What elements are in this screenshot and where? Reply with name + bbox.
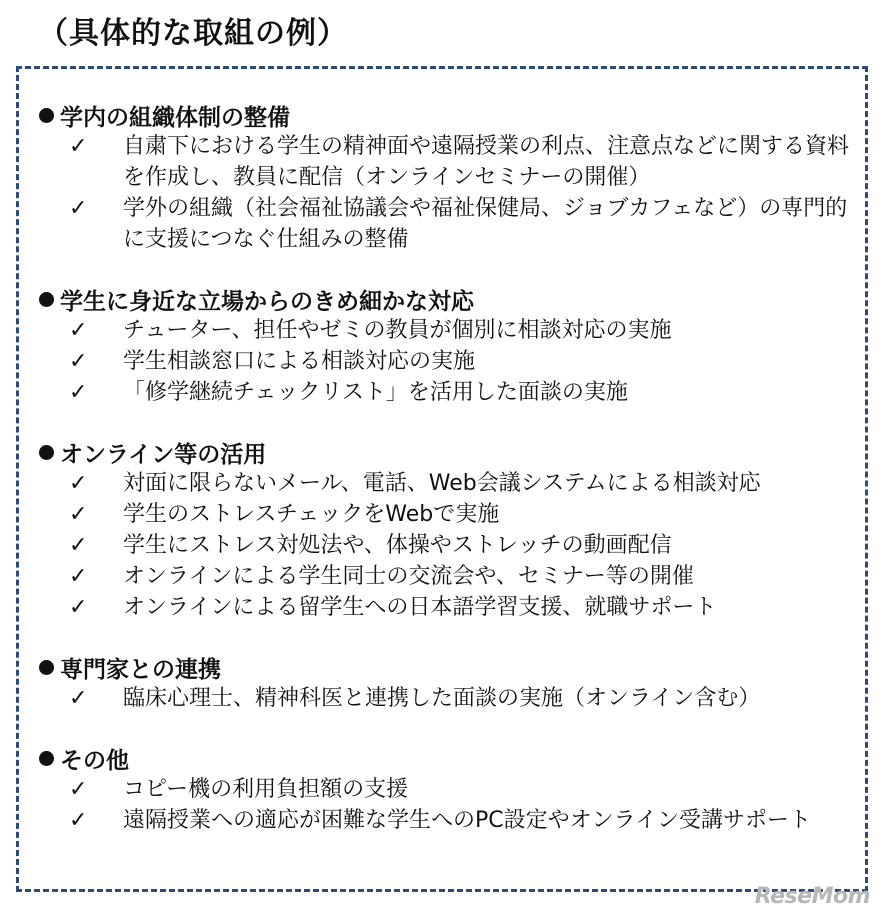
list-item-text: 自粛下における学生の精神面や遠隔授業の利点、注意点などに関する資料を作成し、教員に配信（オンラインセミナーの開催）: [123, 134, 850, 190]
check-icon: ✓: [69, 134, 88, 159]
check-icon: ✓: [69, 686, 88, 711]
list-item-text: コピー機の利用負担額の支援: [123, 777, 409, 802]
section: [39, 283, 865, 408]
section-heading: [39, 99, 865, 131]
page-title: （具体的な取組の例）: [38, 16, 348, 51]
check-icon: ✓: [69, 564, 88, 589]
section-heading-text: 専門家との連携: [60, 656, 221, 683]
check-icon: ✓: [69, 502, 88, 527]
list-item-text: 遠隔授業への適応が困難な学生へのPC設定やオンライン受講サポート: [123, 808, 811, 833]
list-item-text: オンラインによる留学生への日本語学習支援、就職サポート: [123, 595, 717, 620]
section-heading-text: その他: [60, 747, 129, 774]
section-heading-text: オンライン等の活用: [60, 441, 267, 468]
list-item: [39, 683, 865, 714]
section: [39, 651, 865, 714]
section: [39, 742, 865, 836]
list-item: [39, 131, 865, 193]
list-item: [39, 805, 865, 836]
section-heading-text: 学内の組織体制の整備: [60, 104, 290, 131]
list-item: [39, 499, 865, 530]
bullet-icon: [39, 445, 54, 460]
check-icon: ✓: [69, 380, 88, 405]
check-icon: ✓: [69, 808, 88, 833]
list-item-text: オンラインによる学生同士の交流会や、セミナー等の開催: [123, 564, 694, 589]
bullet-icon: [39, 292, 54, 307]
list-item: [39, 346, 865, 377]
resemom-watermark: ReseMom: [754, 884, 870, 909]
section-heading: [39, 651, 865, 683]
section-heading-text: 学生に身近な立場からのきめ細かな対応: [60, 288, 474, 315]
check-icon: ✓: [69, 533, 88, 558]
section: [39, 99, 865, 255]
section: [39, 436, 865, 623]
list-item-text: チューター、担任やゼミの教員が個別に相談対応の実施: [123, 318, 672, 343]
section-heading: [39, 742, 865, 774]
list-item: [39, 315, 865, 346]
list-item-text: 学生のストレスチェックをWebで実施: [123, 502, 500, 527]
check-icon: ✓: [69, 318, 88, 343]
list-item-text: 学生相談窓口による相談対応の実施: [123, 349, 476, 374]
list-item: [39, 561, 865, 592]
check-icon: ✓: [69, 349, 88, 374]
check-icon: ✓: [69, 471, 88, 496]
list-item: [39, 774, 865, 805]
list-item: [39, 377, 865, 408]
list-item: [39, 530, 865, 561]
list-item-text: 対面に限らないメール、電話、Web会議システムによる相談対応: [123, 471, 761, 496]
list-item-text: 臨床心理士、精神科医と連携した面談の実施（オンライン含む）: [123, 686, 761, 711]
bullet-icon: [39, 108, 54, 123]
dashed-frame: [16, 66, 868, 892]
list-item-text: 学外の組織（社会福祉協議会や福祉保健局、ジョブカフェなど）の専門的に支援につなぐ仕組みの整備: [123, 196, 848, 252]
bullet-icon: [39, 751, 54, 766]
list-item: [39, 468, 865, 499]
check-icon: ✓: [69, 196, 88, 221]
check-icon: ✓: [69, 595, 88, 620]
list-item-text: 学生にストレス対処法や、体操やストレッチの動画配信: [123, 533, 672, 558]
list-item: [39, 592, 865, 623]
section-heading: [39, 283, 865, 315]
check-icon: ✓: [69, 777, 88, 802]
list-item: [39, 193, 865, 255]
content-list: [39, 99, 865, 864]
bullet-icon: [39, 660, 54, 675]
list-item-text: 「修学継続チェックリスト」を活用した面談の実施: [123, 380, 628, 405]
section-heading: [39, 436, 865, 468]
